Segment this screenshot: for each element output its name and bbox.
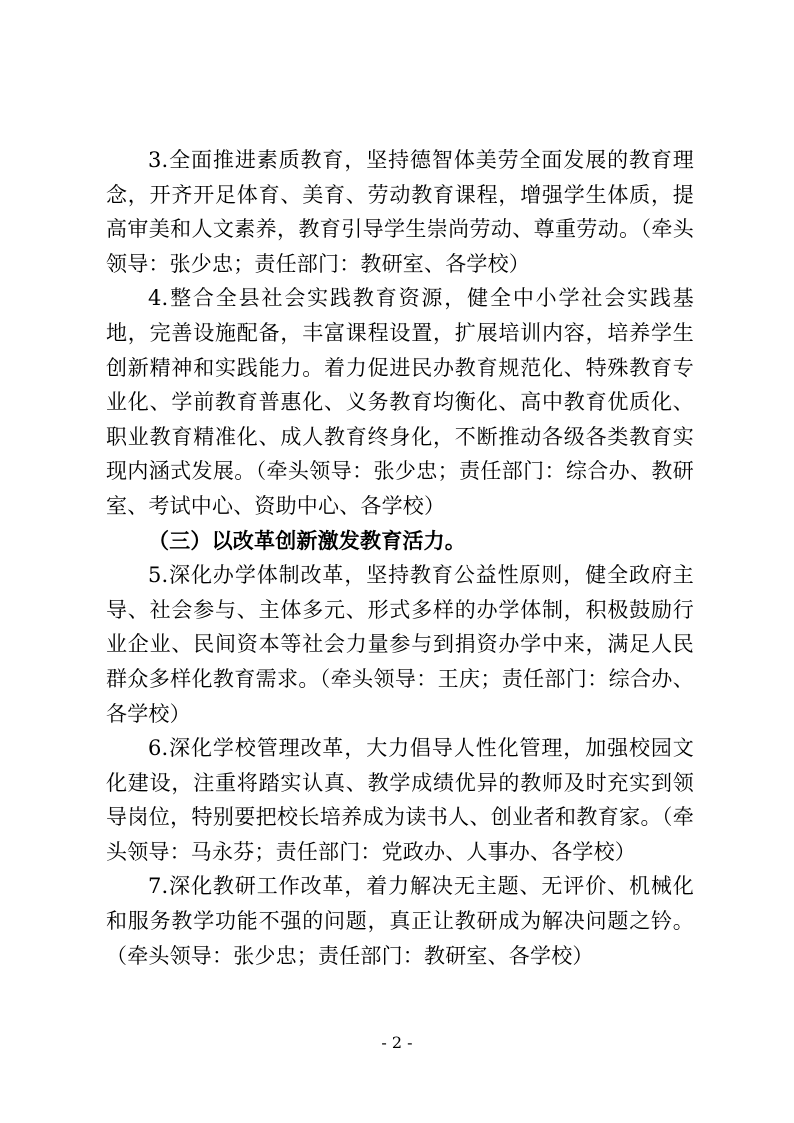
- paragraph-item-4: 4.整合全县社会实践教育资源，健全中小学社会实践基地，完善设施配备，丰富课程设置，扩展培训内容，培养学生创新精神和实践能力。着力促进民办教育规范化、特殊教育专业化、学前教育普惠化、义务教育均衡化、高中教育优质化、职业教育精准化、成人教育终身化，不断推动各级各类教育实现内涵式发展。（牵头领导：张少忠；责任部门：综合办、教研室、考试中心、资助中心、各学校）: [106, 286, 694, 518]
- paragraph-item-7: 7.深化教研工作改革，着力解决无主题、无评价、机械化和服务教学功能不强的问题，真正让教研成为解决问题之钤。（牵头领导：张少忠；责任部门：教研室、各学校）: [106, 874, 694, 968]
- section-heading: （三）以改革创新激发教育活力。: [148, 527, 466, 553]
- paragraph-item-6: 6.深化学校管理改革，大力倡导人性化管理，加强校园文化建设，注重将踏实认真、教学成绩优异的教师及时充实到领导岗位，特别要把校长培养成为读书人、创业者和教育家。（牵头领导：马永芬；责任部门：党政办、人事办、各学校）: [106, 736, 694, 864]
- page-number: - 2 -: [381, 1033, 413, 1052]
- paragraph-item-5: 5.深化办学体制改革，坚持教育公益性原则，健全政府主导、社会参与、主体多元、形式多样的办学体制，积极鼓励行业企业、民间资本等社会力量参与到捐资办学中来，满足人民群众多样化教育需求。（牵头领导：王庆；责任部门：综合办、各学校）: [106, 563, 694, 726]
- document-body: [106, 143, 694, 973]
- paragraph-item-3: 3.全面推进素质教育，坚持德智体美劳全面发展的教育理念，开齐开足体育、美育、劳动教育课程，增强学生体质，提高审美和人文素养，教育引导学生崇尚劳动、尊重劳动。（牵头领导：张少忠；责任部门：教研室、各学校）: [106, 148, 694, 276]
